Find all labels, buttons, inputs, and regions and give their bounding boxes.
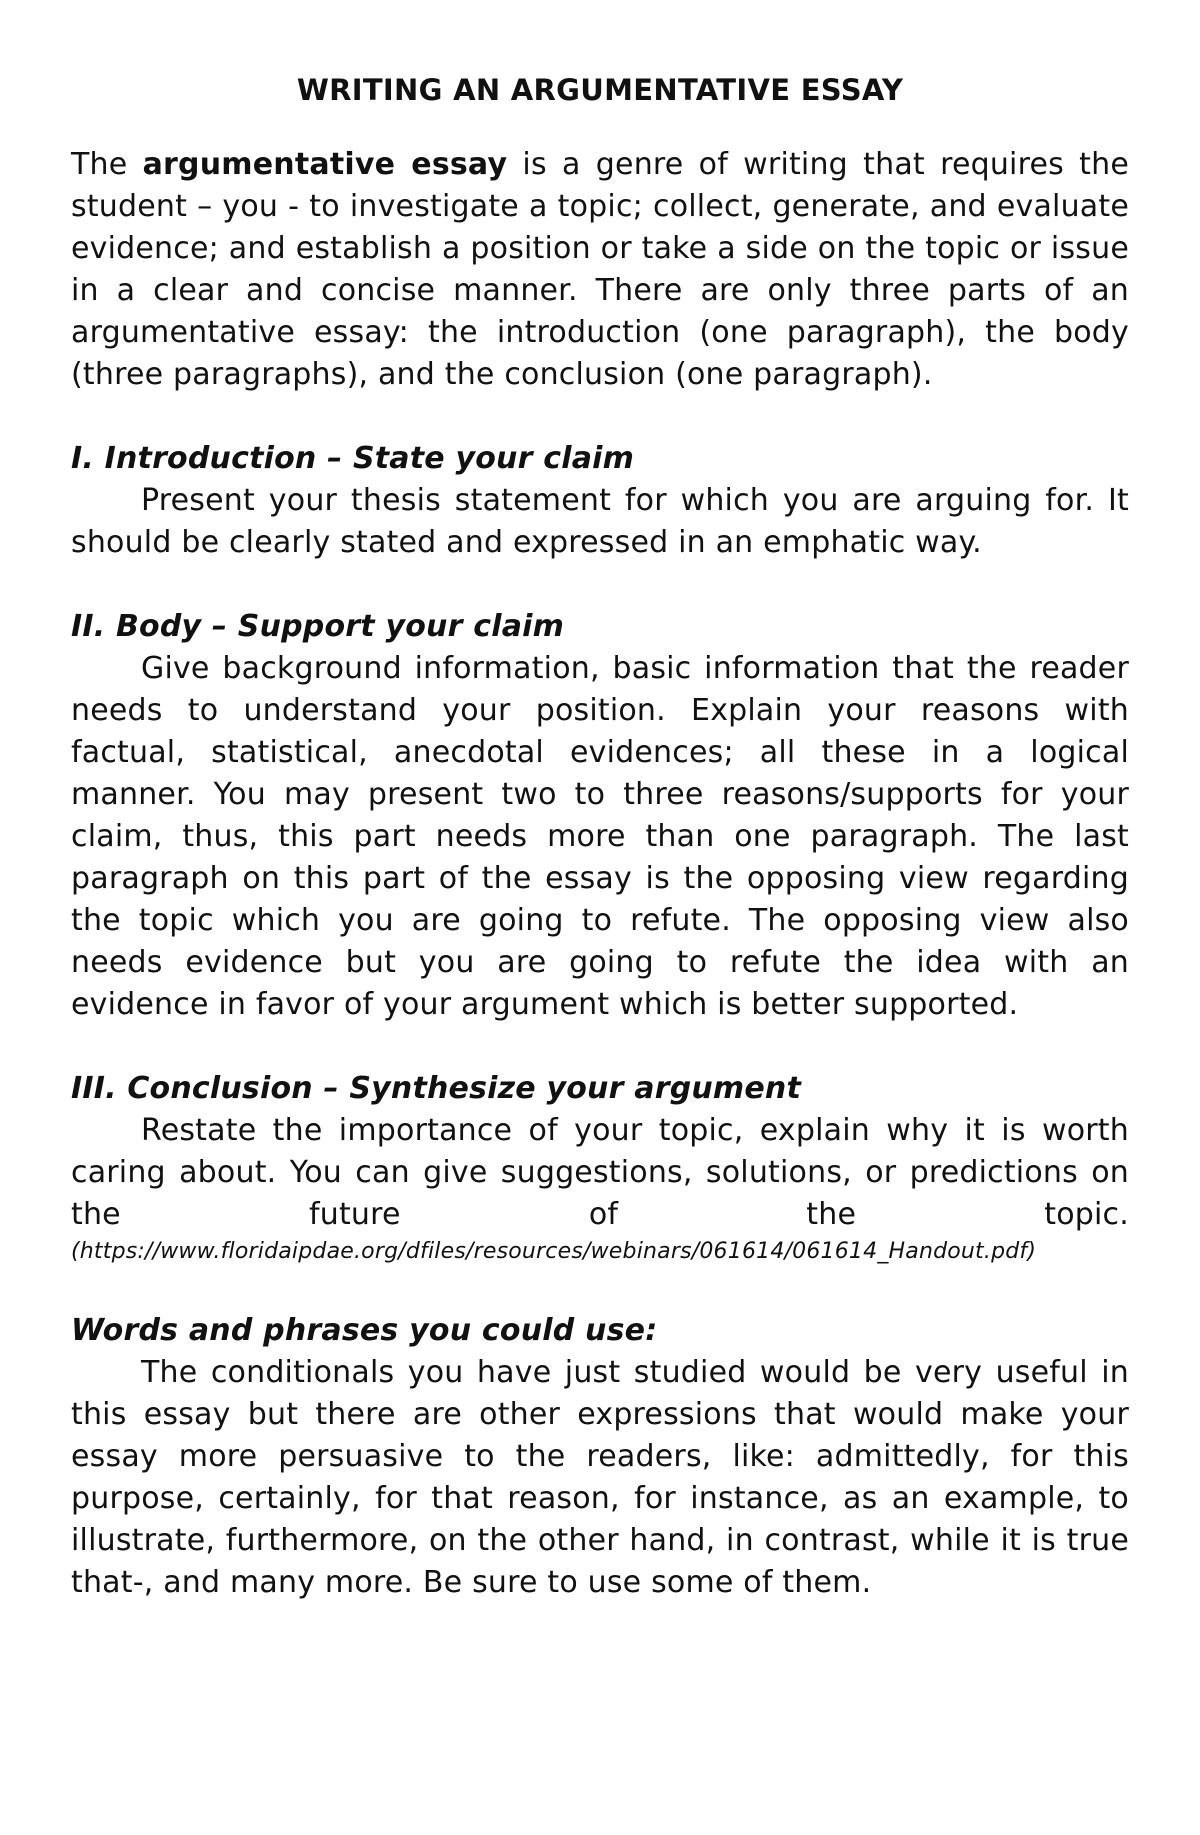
document-page xyxy=(71,62,1129,1604)
section-body-words-phrases: The conditionals you have just studied would be very useful in this essay but there are other expressions that would make your essay more persuasive to the readers, like: admittedly, for this purpose, certainly, for that reason, for instance, as an example, to illustrate, furthermore, on the other hand, in contrast, while it is true that-, and many more. Be sure to use some of them. xyxy=(71,1355,1129,1600)
intro-paragraph xyxy=(71,144,1129,396)
section-body-introduction: Present your thesis statement for which you are arguing for. It should be clearly stated and expressed in an emphatic way. xyxy=(71,483,1129,560)
section-body-body: Give background information, basic information that the reader needs to understand your position. Explain your reasons with factual, statistical, anecdotal evidences; all these in a logical manner. You may present two to three reasons/supports for your claim, thus, this part needs more than one paragraph. The last paragraph on this part of the essay is the opposing view regarding the topic which you are going to refute. The opposing view also needs evidence but you are going to refute the idea with an evidence in favor of your argument which is better supported. xyxy=(71,651,1129,1022)
section-heading-body: II. Body – Support your claim xyxy=(71,609,565,644)
section-heading-conclusion: III. Conclusion – Synthesize your argument xyxy=(71,1071,802,1106)
section-heading-words-phrases: Words and phrases you could use: xyxy=(71,1313,658,1348)
section-heading-introduction: I. Introduction – State your claim xyxy=(71,441,635,476)
intro-rest: is a genre of writing that requires the student – you - to investigate a topic; collect, generate, and evaluate evidence; and establish a position or take a side on the topic or issue in a clear and concise manner. There are only three parts of an argumentative essay: the introduction (one paragraph), the body (three paragraphs), and the conclusion (one paragraph). xyxy=(71,147,1129,392)
intro-lead: The xyxy=(71,147,143,182)
section-body-conclusion: Restate the importance of your topic, explain why it is worth caring about. You can give suggestions, solutions, or predictions on the future of the topic. xyxy=(71,1113,1129,1232)
intro-bold-term: argumentative essay xyxy=(142,147,508,182)
source-url: (https://www.floridaipdae.org/dfiles/resources/webinars/061614/061614_Handout.pdf) xyxy=(71,1239,1037,1264)
document-title: WRITING AN ARGUMENTATIVE ESSAY xyxy=(296,73,904,107)
